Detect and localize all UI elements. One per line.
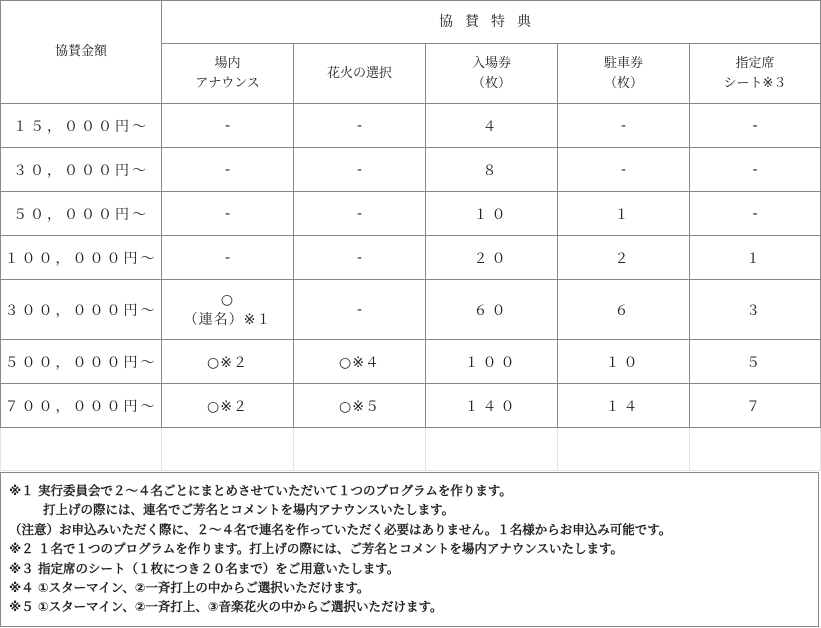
- row-parking: -: [558, 104, 690, 148]
- header-seat: [690, 44, 821, 104]
- row-fireworks: -: [294, 104, 426, 148]
- row-fireworks: -: [294, 236, 426, 280]
- header-entry-line1: 入場券: [471, 55, 511, 71]
- note-caution: （注意）お申込みいただく際に、２～４名で連名を作っていただく必要はありません。１名様からお申込み可能です。: [9, 521, 672, 537]
- row-entry: １０: [426, 192, 558, 236]
- header-parking: [558, 44, 690, 104]
- row-amount: ５００，０００円～: [1, 340, 162, 384]
- row-amount: ３００，０００円～: [1, 280, 162, 340]
- row-announce: ○※２: [162, 340, 294, 384]
- header-announce: [162, 44, 294, 104]
- header-row-main: [1, 1, 821, 44]
- row-entry: ４: [426, 104, 558, 148]
- header-benefits: 協賛特典: [162, 1, 821, 44]
- row-amount: １００，０００円～: [1, 236, 162, 280]
- row-parking: -: [558, 148, 690, 192]
- header-entry: [426, 44, 558, 104]
- empty-cell: [690, 428, 821, 471]
- row-entry: １４０: [426, 384, 558, 428]
- row-entry: １００: [426, 340, 558, 384]
- header-parking-line2: （枚）: [603, 75, 643, 91]
- header-announce-line2: アナウンス: [195, 75, 260, 91]
- row-fireworks: ○※５: [294, 384, 426, 428]
- row-parking: １４: [558, 384, 690, 428]
- row-entry: ８: [426, 148, 558, 192]
- row-seat: ５: [690, 340, 821, 384]
- note-1-continued: 打上げの際には、連名でご芳名とコメントを場内アナウンスいたします。: [43, 502, 455, 518]
- announce-note: （連名）※１: [183, 311, 272, 328]
- note-3: ※３ 指定席のシート（１枚につき２０名まで）をご用意いたします。: [9, 560, 400, 576]
- table-row: [1, 280, 821, 340]
- row-announce: -: [162, 236, 294, 280]
- empty-cell: [294, 428, 426, 471]
- row-fireworks: ○※４: [294, 340, 426, 384]
- empty-row: [1, 428, 821, 471]
- row-parking: ６: [558, 280, 690, 340]
- row-announce: -: [162, 192, 294, 236]
- row-fireworks: -: [294, 192, 426, 236]
- row-parking: １０: [558, 340, 690, 384]
- header-seat-line1: 指定席: [735, 55, 775, 71]
- row-parking: １: [558, 192, 690, 236]
- empty-cell: [558, 428, 690, 471]
- table-row: [1, 192, 821, 236]
- row-fireworks: -: [294, 148, 426, 192]
- row-parking: ２: [558, 236, 690, 280]
- row-seat: -: [690, 192, 821, 236]
- row-seat: １: [690, 236, 821, 280]
- note-2: ※２ １名で１つのプログラムを作ります。打上げの際には、ご芳名とコメントを場内アナウンスいたします。: [9, 541, 624, 557]
- notes-box: [0, 472, 819, 627]
- header-seat-line2: シート※３: [723, 75, 787, 91]
- row-announce: -: [162, 104, 294, 148]
- row-amount: ７００，０００円～: [1, 384, 162, 428]
- row-entry: ２０: [426, 236, 558, 280]
- table-row: [1, 236, 821, 280]
- table-row: [1, 340, 821, 384]
- row-fireworks: -: [294, 280, 426, 340]
- note-4: ※４ ①スターマイン、②一斉打上の中からご選択いただけます。: [9, 580, 370, 596]
- announce-mark: ○: [220, 291, 235, 308]
- note-1: ※１ 実行委員会で２～４名ごとにまとめさせていただいて１つのプログラムを作ります。: [9, 483, 512, 498]
- note-5: ※５ ①スターマイン、②一斉打上、③音楽花火の中からご選択いただけます。: [9, 599, 443, 615]
- row-announce: [162, 280, 294, 340]
- row-announce: -: [162, 148, 294, 192]
- row-seat: -: [690, 148, 821, 192]
- header-announce-line1: 場内: [214, 55, 241, 71]
- table-row: [1, 384, 821, 428]
- table-row: [1, 148, 821, 192]
- row-entry: ６０: [426, 280, 558, 340]
- row-amount: ３０，０００円～: [1, 148, 162, 192]
- empty-cell: [426, 428, 558, 471]
- row-seat: -: [690, 104, 821, 148]
- table-row: [1, 104, 821, 148]
- header-amount: 協賛金額: [1, 1, 162, 104]
- header-parking-line1: 駐車券: [603, 55, 643, 71]
- row-amount: １５，０００円～: [1, 104, 162, 148]
- header-fireworks: [294, 44, 426, 104]
- row-seat: ７: [690, 384, 821, 428]
- empty-cell: [162, 428, 294, 471]
- header-fireworks-line1: 花火の選択: [326, 65, 392, 81]
- row-announce: ○※２: [162, 384, 294, 428]
- row-amount: ５０，０００円～: [1, 192, 162, 236]
- header-entry-line2: （枚）: [471, 75, 511, 91]
- empty-cell: [1, 428, 162, 471]
- row-seat: ３: [690, 280, 821, 340]
